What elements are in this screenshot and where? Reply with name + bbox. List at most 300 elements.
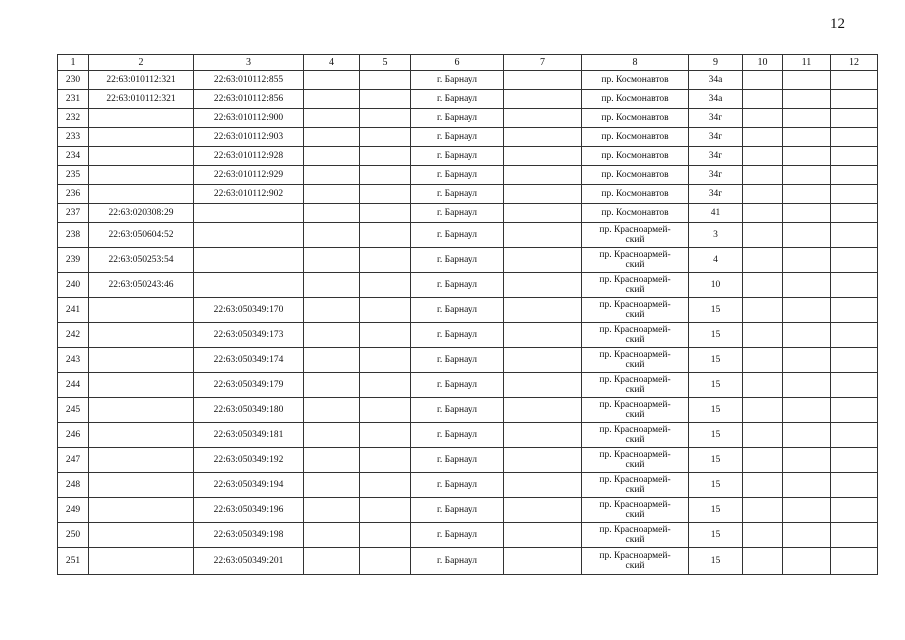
settlement-cell: г. Барнаул <box>411 548 504 575</box>
street-line: пр. Красноармей- <box>599 425 671 435</box>
column-header: 3 <box>194 55 304 71</box>
street-line: ский <box>625 285 645 295</box>
street-cell <box>582 298 689 323</box>
empty-cell <box>783 90 831 109</box>
empty-cell <box>504 323 582 348</box>
empty-cell <box>783 185 831 204</box>
object-cadastral-number-cell: 22:63:010112:903 <box>194 128 304 147</box>
row-number-cell: 243 <box>58 348 89 373</box>
empty-cell <box>360 498 411 523</box>
table-body <box>58 71 878 575</box>
cadastral-number-cell <box>89 323 194 348</box>
street-line: ский <box>625 335 645 345</box>
street-line: пр. Красноармей- <box>599 225 671 235</box>
empty-cell <box>783 398 831 423</box>
column-header: 11 <box>783 55 831 71</box>
column-header: 4 <box>304 55 360 71</box>
house-number-cell: 15 <box>689 373 743 398</box>
object-cadastral-number-cell: 22:63:050349:198 <box>194 523 304 548</box>
object-cadastral-number-cell: 22:63:010112:928 <box>194 147 304 166</box>
empty-cell <box>831 185 878 204</box>
empty-cell <box>360 71 411 90</box>
street-cell <box>582 373 689 398</box>
empty-cell <box>831 373 878 398</box>
table-row <box>58 109 878 128</box>
empty-cell <box>743 223 783 248</box>
empty-cell <box>743 273 783 298</box>
empty-cell <box>743 166 783 185</box>
cadastral-number-cell: 22:63:050243:46 <box>89 273 194 298</box>
house-number-cell: 15 <box>689 548 743 575</box>
empty-cell <box>360 473 411 498</box>
street-cell <box>582 323 689 348</box>
street-line: ский <box>625 360 645 370</box>
empty-cell <box>743 147 783 166</box>
row-number-cell: 242 <box>58 323 89 348</box>
empty-cell <box>783 71 831 90</box>
empty-cell <box>304 523 360 548</box>
street-cell: пр. Космонавтов <box>582 185 689 204</box>
empty-cell <box>743 473 783 498</box>
column-header: 10 <box>743 55 783 71</box>
street-line: пр. Красноармей- <box>599 275 671 285</box>
empty-cell <box>783 373 831 398</box>
table-row <box>58 498 878 523</box>
empty-cell <box>304 348 360 373</box>
empty-cell <box>831 498 878 523</box>
row-number-cell: 251 <box>58 548 89 575</box>
street-cell <box>582 348 689 373</box>
street-line: пр. Красноармей- <box>599 450 671 460</box>
empty-cell <box>783 298 831 323</box>
empty-cell <box>783 548 831 575</box>
empty-cell <box>831 523 878 548</box>
row-number-cell: 250 <box>58 523 89 548</box>
cadastral-number-cell <box>89 109 194 128</box>
empty-cell <box>743 398 783 423</box>
street-line: ский <box>625 535 645 545</box>
header-row <box>58 55 878 71</box>
object-cadastral-number-cell: 22:63:010112:855 <box>194 71 304 90</box>
column-header: 6 <box>411 55 504 71</box>
street-cell <box>582 273 689 298</box>
street-cell: пр. Космонавтов <box>582 109 689 128</box>
empty-cell <box>304 90 360 109</box>
empty-cell <box>743 109 783 128</box>
empty-cell <box>831 448 878 473</box>
empty-cell <box>831 128 878 147</box>
row-number-cell: 241 <box>58 298 89 323</box>
empty-cell <box>360 348 411 373</box>
street-line: пр. Красноармей- <box>599 551 671 561</box>
empty-cell <box>504 398 582 423</box>
street-line: ский <box>625 310 645 320</box>
object-cadastral-number-cell <box>194 273 304 298</box>
street-cell <box>582 223 689 248</box>
cadastral-number-cell <box>89 147 194 166</box>
settlement-cell: г. Барнаул <box>411 248 504 273</box>
row-number-cell: 249 <box>58 498 89 523</box>
empty-cell <box>360 204 411 223</box>
house-number-cell: 15 <box>689 498 743 523</box>
street-line: пр. Красноармей- <box>599 400 671 410</box>
settlement-cell: г. Барнаул <box>411 166 504 185</box>
cadastral-number-cell <box>89 128 194 147</box>
column-header: 7 <box>504 55 582 71</box>
empty-cell <box>360 548 411 575</box>
street-line: ский <box>625 410 645 420</box>
empty-cell <box>831 223 878 248</box>
house-number-cell: 15 <box>689 523 743 548</box>
empty-cell <box>504 548 582 575</box>
street-cell <box>582 548 689 575</box>
cadastral-number-cell: 22:63:050604:52 <box>89 223 194 248</box>
empty-cell <box>831 548 878 575</box>
empty-cell <box>504 273 582 298</box>
table-row <box>58 90 878 109</box>
house-number-cell: 34г <box>689 166 743 185</box>
empty-cell <box>360 90 411 109</box>
street-cell: пр. Космонавтов <box>582 166 689 185</box>
empty-cell <box>783 498 831 523</box>
empty-cell <box>360 147 411 166</box>
row-number-cell: 236 <box>58 185 89 204</box>
settlement-cell: г. Барнаул <box>411 423 504 448</box>
column-header: 8 <box>582 55 689 71</box>
empty-cell <box>360 185 411 204</box>
house-number-cell: 15 <box>689 448 743 473</box>
empty-cell <box>360 373 411 398</box>
empty-cell <box>304 147 360 166</box>
object-cadastral-number-cell: 22:63:050349:179 <box>194 373 304 398</box>
cadastral-number-cell: 22:63:050253:54 <box>89 248 194 273</box>
object-cadastral-number-cell: 22:63:010112:900 <box>194 109 304 128</box>
empty-cell <box>504 523 582 548</box>
object-cadastral-number-cell: 22:63:010112:929 <box>194 166 304 185</box>
empty-cell <box>783 147 831 166</box>
empty-cell <box>360 398 411 423</box>
cadastral-number-cell <box>89 166 194 185</box>
settlement-cell: г. Барнаул <box>411 473 504 498</box>
street-cell <box>582 448 689 473</box>
empty-cell <box>743 248 783 273</box>
object-cadastral-number-cell: 22:63:010112:902 <box>194 185 304 204</box>
street-cell: пр. Космонавтов <box>582 71 689 90</box>
settlement-cell: г. Барнаул <box>411 373 504 398</box>
house-number-cell: 34г <box>689 185 743 204</box>
register-table <box>57 54 878 575</box>
empty-cell <box>304 128 360 147</box>
street-cell <box>582 523 689 548</box>
settlement-cell: г. Барнаул <box>411 273 504 298</box>
street-line: ский <box>625 561 645 571</box>
settlement-cell: г. Барнаул <box>411 185 504 204</box>
empty-cell <box>743 128 783 147</box>
table-row <box>58 323 878 348</box>
table-row <box>58 298 878 323</box>
street-cell: пр. Космонавтов <box>582 147 689 166</box>
cadastral-number-cell: 22:63:020308:29 <box>89 204 194 223</box>
settlement-cell: г. Барнаул <box>411 109 504 128</box>
empty-cell <box>743 298 783 323</box>
empty-cell <box>831 298 878 323</box>
row-number-cell: 246 <box>58 423 89 448</box>
empty-cell <box>304 273 360 298</box>
empty-cell <box>360 166 411 185</box>
settlement-cell: г. Барнаул <box>411 323 504 348</box>
empty-cell <box>783 423 831 448</box>
empty-cell <box>783 248 831 273</box>
house-number-cell: 41 <box>689 204 743 223</box>
empty-cell <box>304 166 360 185</box>
cadastral-number-cell <box>89 523 194 548</box>
street-line: пр. Красноармей- <box>599 250 671 260</box>
settlement-cell: г. Барнаул <box>411 398 504 423</box>
settlement-cell: г. Барнаул <box>411 498 504 523</box>
table-row <box>58 448 878 473</box>
table-row <box>58 548 878 575</box>
empty-cell <box>783 348 831 373</box>
settlement-cell: г. Барнаул <box>411 90 504 109</box>
street-cell: пр. Космонавтов <box>582 204 689 223</box>
empty-cell <box>831 273 878 298</box>
row-number-cell: 232 <box>58 109 89 128</box>
object-cadastral-number-cell: 22:63:050349:170 <box>194 298 304 323</box>
empty-cell <box>360 448 411 473</box>
street-line: пр. Красноармей- <box>599 525 671 535</box>
row-number-cell: 248 <box>58 473 89 498</box>
settlement-cell: г. Барнаул <box>411 298 504 323</box>
house-number-cell: 10 <box>689 273 743 298</box>
street-line: пр. Красноармей- <box>599 475 671 485</box>
empty-cell <box>831 166 878 185</box>
row-number-cell: 234 <box>58 147 89 166</box>
empty-cell <box>304 423 360 448</box>
empty-cell <box>360 423 411 448</box>
street-cell <box>582 473 689 498</box>
empty-cell <box>504 298 582 323</box>
object-cadastral-number-cell <box>194 223 304 248</box>
row-number-cell: 237 <box>58 204 89 223</box>
empty-cell <box>360 298 411 323</box>
table-row <box>58 523 878 548</box>
empty-cell <box>360 323 411 348</box>
row-number-cell: 244 <box>58 373 89 398</box>
row-number-cell: 238 <box>58 223 89 248</box>
empty-cell <box>783 223 831 248</box>
house-number-cell: 34а <box>689 90 743 109</box>
empty-cell <box>504 448 582 473</box>
cadastral-number-cell <box>89 548 194 575</box>
empty-cell <box>504 166 582 185</box>
empty-cell <box>304 109 360 128</box>
empty-cell <box>304 473 360 498</box>
empty-cell <box>831 90 878 109</box>
table-row <box>58 204 878 223</box>
empty-cell <box>304 204 360 223</box>
table-row <box>58 373 878 398</box>
empty-cell <box>743 185 783 204</box>
empty-cell <box>783 128 831 147</box>
house-number-cell: 34г <box>689 128 743 147</box>
empty-cell <box>504 248 582 273</box>
row-number-cell: 239 <box>58 248 89 273</box>
column-header: 12 <box>831 55 878 71</box>
empty-cell <box>304 323 360 348</box>
house-number-cell: 15 <box>689 298 743 323</box>
empty-cell <box>831 323 878 348</box>
house-number-cell: 4 <box>689 248 743 273</box>
cadastral-number-cell <box>89 348 194 373</box>
empty-cell <box>743 423 783 448</box>
table-row <box>58 248 878 273</box>
settlement-cell: г. Барнаул <box>411 204 504 223</box>
street-cell <box>582 248 689 273</box>
object-cadastral-number-cell: 22:63:050349:201 <box>194 548 304 575</box>
object-cadastral-number-cell <box>194 248 304 273</box>
empty-cell <box>304 498 360 523</box>
empty-cell <box>783 166 831 185</box>
house-number-cell: 3 <box>689 223 743 248</box>
empty-cell <box>743 323 783 348</box>
empty-cell <box>304 185 360 204</box>
empty-cell <box>743 71 783 90</box>
street-cell: пр. Космонавтов <box>582 90 689 109</box>
cadastral-number-cell: 22:63:010112:321 <box>89 71 194 90</box>
row-number-cell: 245 <box>58 398 89 423</box>
cadastral-number-cell <box>89 373 194 398</box>
street-line: ский <box>625 235 645 245</box>
street-line: ский <box>625 485 645 495</box>
house-number-cell: 15 <box>689 348 743 373</box>
empty-cell <box>504 423 582 448</box>
object-cadastral-number-cell <box>194 204 304 223</box>
empty-cell <box>360 273 411 298</box>
house-number-cell: 15 <box>689 423 743 448</box>
street-line: пр. Красноармей- <box>599 300 671 310</box>
table-row <box>58 185 878 204</box>
street-line: ский <box>625 510 645 520</box>
table-row <box>58 398 878 423</box>
empty-cell <box>304 298 360 323</box>
empty-cell <box>831 71 878 90</box>
cadastral-number-cell <box>89 398 194 423</box>
house-number-cell: 34г <box>689 109 743 128</box>
empty-cell <box>304 248 360 273</box>
empty-cell <box>783 109 831 128</box>
empty-cell <box>831 398 878 423</box>
table-row <box>58 147 878 166</box>
empty-cell <box>743 523 783 548</box>
settlement-cell: г. Барнаул <box>411 448 504 473</box>
row-number-cell: 235 <box>58 166 89 185</box>
street-line: ский <box>625 385 645 395</box>
street-cell: пр. Космонавтов <box>582 128 689 147</box>
table-row <box>58 223 878 248</box>
empty-cell <box>360 248 411 273</box>
house-number-cell: 34г <box>689 147 743 166</box>
empty-cell <box>504 90 582 109</box>
empty-cell <box>504 204 582 223</box>
settlement-cell: г. Барнаул <box>411 523 504 548</box>
empty-cell <box>304 548 360 575</box>
street-line: пр. Красноармей- <box>599 350 671 360</box>
empty-cell <box>743 373 783 398</box>
table-row <box>58 166 878 185</box>
empty-cell <box>504 348 582 373</box>
empty-cell <box>831 423 878 448</box>
object-cadastral-number-cell: 22:63:050349:174 <box>194 348 304 373</box>
street-line: ский <box>625 435 645 445</box>
table-row <box>58 71 878 90</box>
street-line: пр. Красноармей- <box>599 325 671 335</box>
column-header: 5 <box>360 55 411 71</box>
row-number-cell: 230 <box>58 71 89 90</box>
cadastral-number-cell <box>89 448 194 473</box>
cadastral-number-cell <box>89 185 194 204</box>
table-row <box>58 473 878 498</box>
cadastral-number-cell: 22:63:010112:321 <box>89 90 194 109</box>
column-header: 1 <box>58 55 89 71</box>
empty-cell <box>504 373 582 398</box>
object-cadastral-number-cell: 22:63:050349:192 <box>194 448 304 473</box>
house-number-cell: 15 <box>689 473 743 498</box>
settlement-cell: г. Барнаул <box>411 223 504 248</box>
object-cadastral-number-cell: 22:63:050349:181 <box>194 423 304 448</box>
settlement-cell: г. Барнаул <box>411 348 504 373</box>
empty-cell <box>743 204 783 223</box>
empty-cell <box>831 473 878 498</box>
street-line: ский <box>625 460 645 470</box>
cadastral-number-cell <box>89 498 194 523</box>
empty-cell <box>783 323 831 348</box>
empty-cell <box>831 147 878 166</box>
street-line: пр. Красноармей- <box>599 375 671 385</box>
house-number-cell: 15 <box>689 323 743 348</box>
empty-cell <box>783 523 831 548</box>
street-line: ский <box>625 260 645 270</box>
empty-cell <box>504 223 582 248</box>
cadastral-number-cell <box>89 298 194 323</box>
empty-cell <box>831 109 878 128</box>
empty-cell <box>504 147 582 166</box>
table-row <box>58 128 878 147</box>
house-number-cell: 15 <box>689 398 743 423</box>
row-number-cell: 247 <box>58 448 89 473</box>
empty-cell <box>831 204 878 223</box>
empty-cell <box>783 273 831 298</box>
empty-cell <box>304 448 360 473</box>
empty-cell <box>743 448 783 473</box>
empty-cell <box>743 548 783 575</box>
object-cadastral-number-cell: 22:63:010112:856 <box>194 90 304 109</box>
empty-cell <box>304 223 360 248</box>
empty-cell <box>504 109 582 128</box>
street-cell <box>582 423 689 448</box>
object-cadastral-number-cell: 22:63:050349:173 <box>194 323 304 348</box>
empty-cell <box>743 90 783 109</box>
table-row <box>58 273 878 298</box>
page-number: 12 <box>830 16 845 32</box>
empty-cell <box>831 348 878 373</box>
table-row <box>58 423 878 448</box>
empty-cell <box>304 373 360 398</box>
street-cell <box>582 398 689 423</box>
empty-cell <box>360 523 411 548</box>
empty-cell <box>504 128 582 147</box>
settlement-cell: г. Барнаул <box>411 147 504 166</box>
empty-cell <box>304 71 360 90</box>
